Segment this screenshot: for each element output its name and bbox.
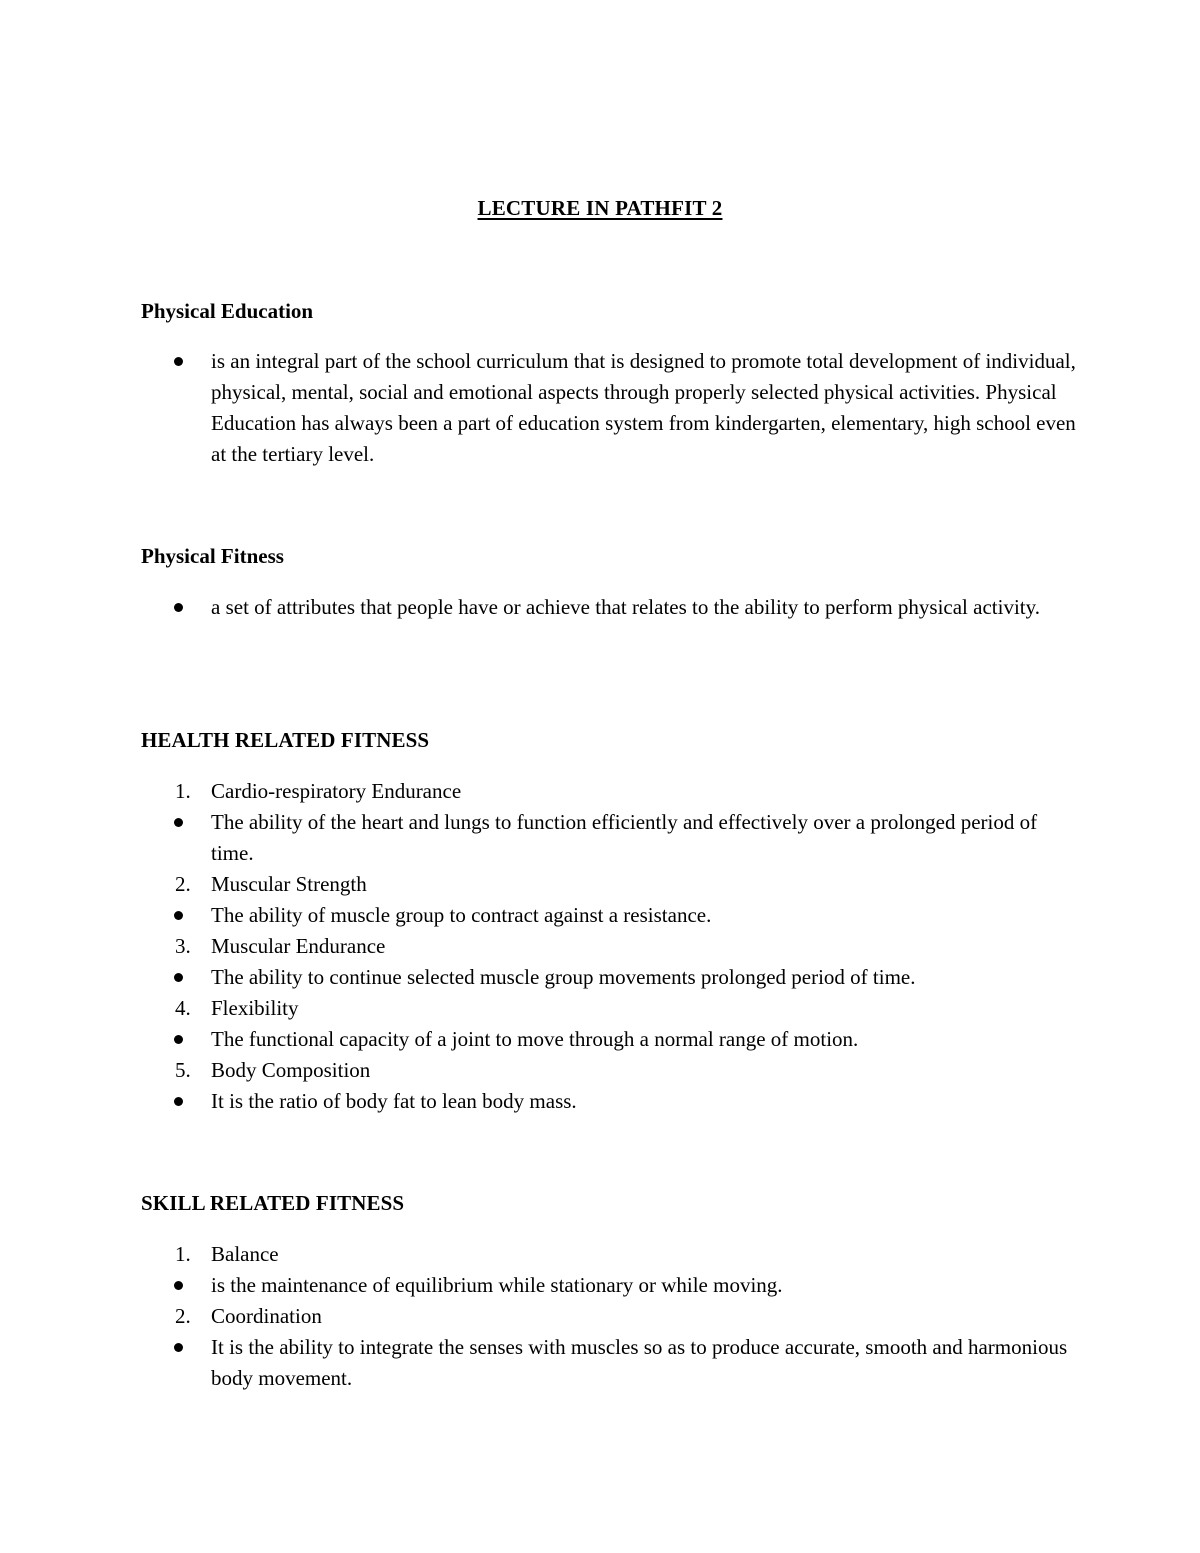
list-item [141, 776, 1081, 807]
list-item-name: Coordination [211, 1304, 322, 1328]
list-item-description: The ability of muscle group to contract against a resistance. [211, 903, 712, 927]
list-item [141, 1024, 1081, 1055]
list-item [141, 962, 1081, 993]
list-number: 1. [175, 779, 191, 803]
list-item-name: Muscular Strength [211, 872, 367, 896]
list-number: 3. [175, 934, 191, 958]
list-item-description: It is the ability to integrate the senses with muscles so as to produce accurate, smooth and harmonious body movement. [211, 1335, 1068, 1390]
section-heading-health-related-fitness: HEALTH RELATED FITNESS [141, 728, 430, 752]
health-related-fitness-list [141, 776, 1081, 1117]
list-item [141, 1086, 1081, 1117]
list-item-name: Muscular Endurance [211, 934, 386, 958]
list-item [141, 900, 1081, 931]
list-item [141, 993, 1081, 1024]
bullet-icon [174, 1035, 183, 1044]
list-item-description: The functional capacity of a joint to move through a normal range of motion. [211, 1027, 859, 1051]
bullet-icon [174, 1097, 183, 1106]
list-number: 5. [175, 1058, 191, 1082]
list-item [141, 807, 1081, 869]
section-heading-physical-education: Physical Education [141, 299, 314, 323]
list-item-name: Body Composition [211, 1058, 371, 1082]
list-item [141, 346, 1081, 470]
document-title: LECTURE IN PATHFIT 2 [477, 196, 723, 220]
bullet-icon [174, 818, 183, 827]
list-number: 1. [175, 1242, 191, 1266]
bullet-icon [174, 973, 183, 982]
list-item [141, 592, 1081, 623]
list-item [141, 931, 1081, 962]
section-heading-skill-related-fitness: SKILL RELATED FITNESS [141, 1191, 405, 1215]
physical-education-list [141, 346, 1081, 470]
list-item [141, 1301, 1081, 1332]
list-number: 2. [175, 872, 191, 896]
list-item-description: is the maintenance of equilibrium while stationary or while moving. [211, 1273, 783, 1297]
section-heading-physical-fitness: Physical Fitness [141, 544, 284, 568]
bullet-icon [174, 603, 183, 612]
list-item [141, 869, 1081, 900]
list-item [141, 1055, 1081, 1086]
list-item-name: Flexibility [211, 996, 299, 1020]
bullet-icon [174, 357, 183, 366]
list-item-name: Balance [211, 1242, 279, 1266]
physical-fitness-list [141, 592, 1081, 623]
list-item-name: Cardio-respiratory Endurance [211, 779, 462, 803]
bullet-icon [174, 1281, 183, 1290]
list-number: 4. [175, 996, 191, 1020]
list-item-description: The ability of the heart and lungs to function efficiently and effectively over a prolonged period of time. [211, 810, 1038, 865]
list-item-description: It is the ratio of body fat to lean body mass. [211, 1089, 577, 1113]
list-item [141, 1270, 1081, 1301]
list-number: 2. [175, 1304, 191, 1328]
list-item-description: The ability to continue selected muscle group movements prolonged period of time. [211, 965, 916, 989]
bullet-icon [174, 1343, 183, 1352]
skill-related-fitness-list [141, 1239, 1081, 1394]
bullet-icon [174, 911, 183, 920]
list-item-text: a set of attributes that people have or achieve that relates to the ability to perform physical activity. [211, 595, 1041, 619]
list-item-text: is an integral part of the school curriculum that is designed to promote total development of individual, physical, mental, social and emotional aspects through properly selected physical activities. Physical Education has always been a part of education system from kindergarten, elementary, high school even at the tertiary level. [211, 349, 1076, 466]
list-item [141, 1332, 1081, 1394]
list-item [141, 1239, 1081, 1270]
